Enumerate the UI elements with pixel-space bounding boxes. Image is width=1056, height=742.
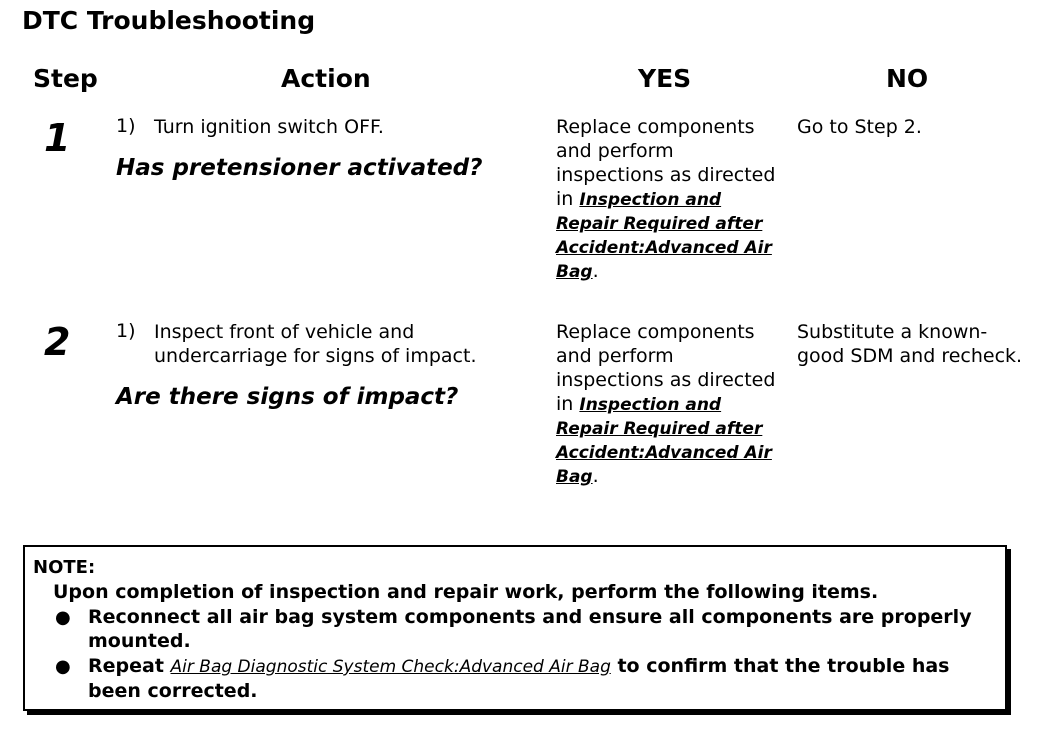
step-1-yes-cell	[556, 115, 786, 283]
bullet-icon: ●	[55, 656, 71, 677]
step-2-yes-end: .	[592, 465, 599, 487]
step-1-yes-text: Replace components and perform inspections as directed in	[556, 116, 776, 210]
step-1-action-text: Turn ignition switch OFF.	[154, 116, 384, 138]
note-item-2	[88, 654, 1008, 703]
header-yes: YES	[638, 64, 692, 93]
step-1-question: Has pretensioner activated?	[116, 155, 483, 181]
header-no: NO	[886, 64, 929, 93]
header-action: Action	[281, 64, 371, 93]
note-intro: Upon completion of inspection and repair work, perform the following items.	[53, 581, 879, 603]
step-2-action-text: Inspect front of vehicle and undercarriage for signs of impact.	[154, 321, 477, 367]
step-2-no-text: Substitute a known-good SDM and recheck.	[797, 321, 1023, 367]
step-number-2: 2	[44, 320, 71, 364]
step-2-yes-link[interactable]: Inspection and Repair Required after Accident:Advanced Air Bag	[556, 395, 772, 487]
header-step: Step	[33, 64, 98, 93]
step-1-yes-end: .	[592, 260, 599, 282]
step-2-yes-cell	[556, 320, 786, 488]
step-2-question: Are there signs of impact?	[116, 384, 459, 410]
note-title: NOTE:	[33, 557, 96, 578]
note-item-1: Reconnect all air bag system components and ensure all components are properly mounted.	[88, 606, 972, 652]
note-item-2-post: to confirm that the trouble has been corrected.	[88, 655, 950, 702]
note-item-2-pre: Repeat	[88, 655, 171, 677]
page-title: DTC Troubleshooting	[22, 6, 316, 35]
step-2-action-number: 1)	[116, 320, 136, 342]
step-2-yes-text: Replace components and perform inspections as directed in	[556, 321, 776, 415]
step-number-1: 1	[44, 116, 71, 160]
note-item-2-link[interactable]: Air Bag Diagnostic System Check:Advanced Air Bag	[170, 657, 611, 677]
bullet-icon: ●	[55, 607, 71, 628]
note-box	[23, 545, 1007, 711]
step-1-yes-link[interactable]: Inspection and Repair Required after Accident:Advanced Air Bag	[556, 190, 772, 282]
step-1-no-text: Go to Step 2.	[797, 116, 922, 138]
step-1-action-number: 1)	[116, 115, 136, 137]
